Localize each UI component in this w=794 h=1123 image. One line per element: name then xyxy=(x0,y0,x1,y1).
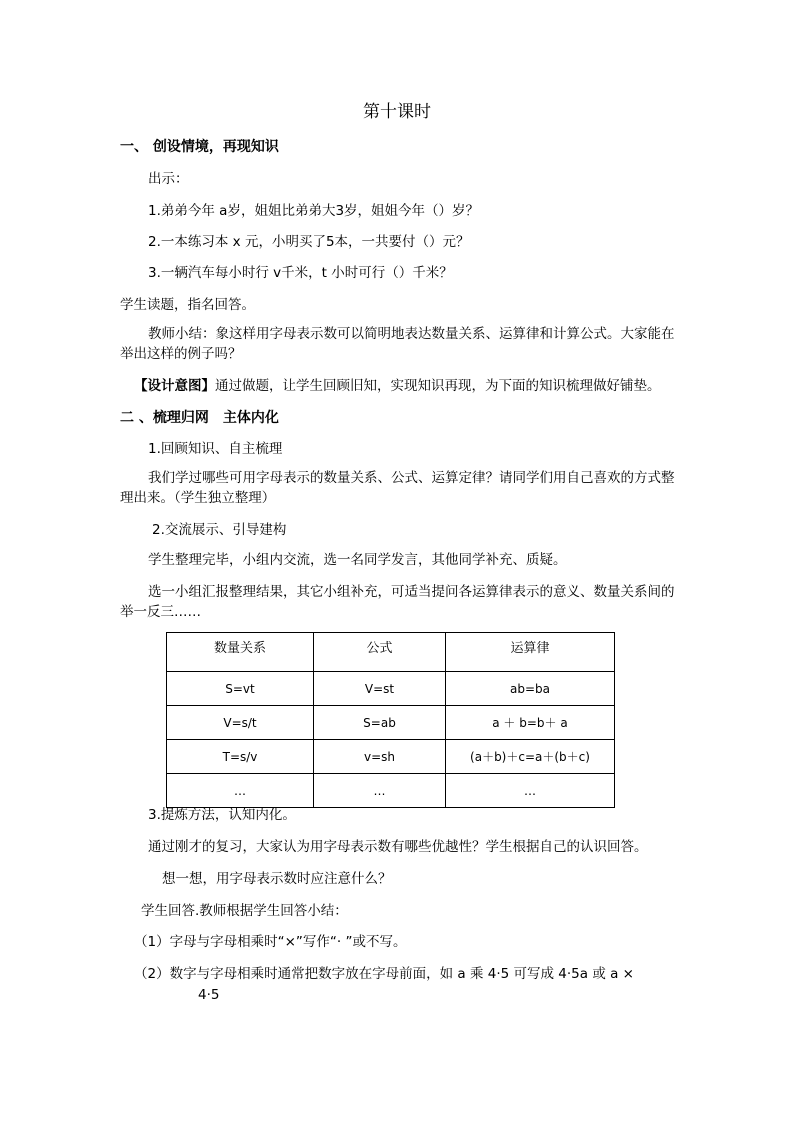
table-cell: a ＋ b=b＋ a xyxy=(446,706,615,740)
table-header-row xyxy=(167,633,615,672)
question-2: 2.一本练习本 x 元，小明买了5本，一共要付（）元？ xyxy=(148,234,470,250)
table-row xyxy=(167,740,615,774)
step-2-text-2: 选一小组汇报整理结果，其它小组补充，可适当提问各运算律表示的意义、数量关系间的举一反三…… xyxy=(120,584,675,620)
table-cell: T=s/v xyxy=(167,740,314,774)
table-cell: … xyxy=(167,774,314,808)
table-cell: S=ab xyxy=(314,706,446,740)
table-cell: S=vt xyxy=(167,672,314,706)
design-intent-text: 通过做题，让学生回顾旧知，实现知识再现，为下面的知识梳理做好铺垫。 xyxy=(215,378,661,394)
step-2-label: 2.交流展示、引导建构 xyxy=(152,522,287,538)
table-header-cell: 公式 xyxy=(314,633,446,672)
table-row xyxy=(167,774,615,808)
table-cell: … xyxy=(314,774,446,808)
step-1-label: 1.回顾知识、自主梳理 xyxy=(148,441,283,457)
question-1: 1.弟弟今年 a岁，姐姐比弟弟大3岁，姐姐今年（）岁？ xyxy=(148,203,480,219)
show-label: 出示： xyxy=(148,171,189,187)
table-header-cell: 运算律 xyxy=(446,633,615,672)
table-cell: V=s/t xyxy=(167,706,314,740)
table-cell: … xyxy=(446,774,615,808)
table-cell: ab=ba xyxy=(446,672,615,706)
table-cell: (a＋b)＋c=a＋(b＋c) xyxy=(446,740,615,774)
table-cell: v=sh xyxy=(314,740,446,774)
note-1: （1）字母与字母相乘时“×”写作“· ”或不写。 xyxy=(134,934,407,950)
design-intent-label: 【设计意图】 xyxy=(134,378,215,394)
page-title: 第十课时 xyxy=(363,102,431,122)
formula-table xyxy=(166,632,615,808)
section-1-heading: 一、 创设情境，再现知识 xyxy=(120,139,279,155)
teacher-summary: 教师小结：象这样用字母表示数可以简明地表达数量关系、运算律和计算公式。大家能在举出这样的例子吗？ xyxy=(120,326,675,362)
table-header-cell: 数量关系 xyxy=(167,633,314,672)
step-1-text: 我们学过哪些可用字母表示的数量关系、公式、运算定律？请同学们用自己喜欢的方式整理出来。（学生独立整理） xyxy=(120,470,675,506)
note-2-line-1: （2）数字与字母相乘时通常把数字放在字母前面，如 a 乘 4·5 可写成 4·5a 或 a × xyxy=(134,966,634,982)
section-2-heading: 二 、梳理归网 主体内化 xyxy=(120,410,279,426)
step-3-text-2: 想一想，用字母表示数时应注意什么？ xyxy=(162,871,392,887)
question-3: 3.一辆汽车每小时行 v千米，t 小时可行（）千米？ xyxy=(148,265,453,281)
note-2-line-2: 4·5 xyxy=(198,987,220,1003)
step-3-text-1: 通过刚才的复习，大家认为用字母表示数有哪些优越性？学生根据自己的认识回答。 xyxy=(148,839,648,855)
design-intent xyxy=(134,377,661,395)
step-3-text-3: 学生回答.教师根据学生回答小结： xyxy=(141,903,348,919)
read-instruction: 学生读题，指名回答。 xyxy=(120,297,255,313)
table-row xyxy=(167,672,615,706)
step-3-label: 3.提炼方法，认知内化。 xyxy=(148,807,296,823)
table-row xyxy=(167,706,615,740)
table-cell: V=st xyxy=(314,672,446,706)
step-2-text-1: 学生整理完毕，小组内交流，选一名同学发言，其他同学补充、质疑。 xyxy=(148,552,567,568)
